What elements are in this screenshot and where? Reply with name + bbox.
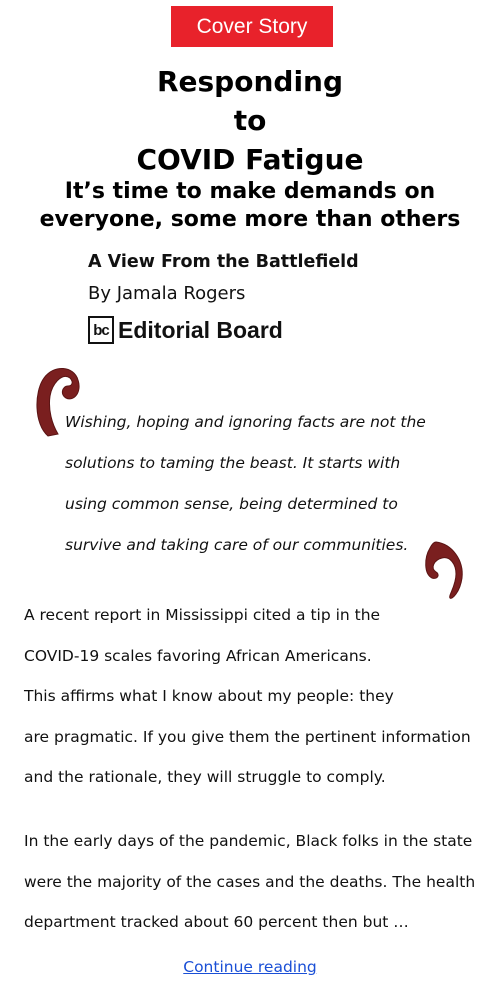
paragraph-line: In the early days of the pandemic, Black folks in the state — [24, 832, 473, 850]
subtitle — [0, 178, 500, 234]
pull-quote-line: using common sense, being determined to — [65, 495, 398, 513]
pull-quote — [65, 413, 465, 577]
editorial-board — [88, 316, 283, 344]
editorial-board-label: Editorial Board — [118, 316, 283, 343]
paragraph-line: This affirms what I know about my people: they — [24, 687, 394, 705]
headline-line-2: to — [233, 104, 267, 137]
continue-reading-link[interactable]: Continue reading — [183, 958, 317, 976]
headline-line-3: COVID Fatigue — [136, 143, 364, 176]
subtitle-line-1: It’s time to make demands on — [64, 179, 436, 204]
paragraph-2 — [24, 832, 500, 954]
paragraph-line: were the majority of the cases and the deaths. The health — [24, 872, 476, 891]
paragraph-line: are pragmatic. If you give them the pertinent information — [24, 727, 471, 746]
pull-quote-line: survive and taking care of our communities. — [65, 536, 409, 554]
bc-logo-icon: bc — [88, 316, 114, 344]
paragraph-line: department tracked about 60 percent then but … — [24, 913, 409, 931]
column-name: A View From the Battlefield — [88, 252, 359, 272]
headline-line-1: Responding — [156, 65, 344, 98]
paragraph-1 — [24, 606, 500, 809]
paragraph-line: A recent report in Mississippi cited a tip in the — [24, 606, 381, 624]
byline — [88, 252, 418, 352]
headline — [0, 62, 500, 179]
author: By Jamala Rogers — [88, 283, 246, 304]
paragraph-line: COVID-19 scales favoring African Americans. — [24, 646, 372, 665]
pull-quote-line: solutions to taming the beast. It starts with — [65, 454, 401, 472]
pull-quote-line: Wishing, hoping and ignoring facts are not the — [65, 413, 426, 431]
close-quote-icon — [422, 534, 472, 608]
continue-reading — [0, 958, 500, 976]
cover-story-badge: Cover Story — [171, 6, 333, 47]
subtitle-line-2: everyone, some more than others — [39, 207, 461, 232]
paragraph-line: and the rationale, they will struggle to comply. — [24, 768, 386, 786]
